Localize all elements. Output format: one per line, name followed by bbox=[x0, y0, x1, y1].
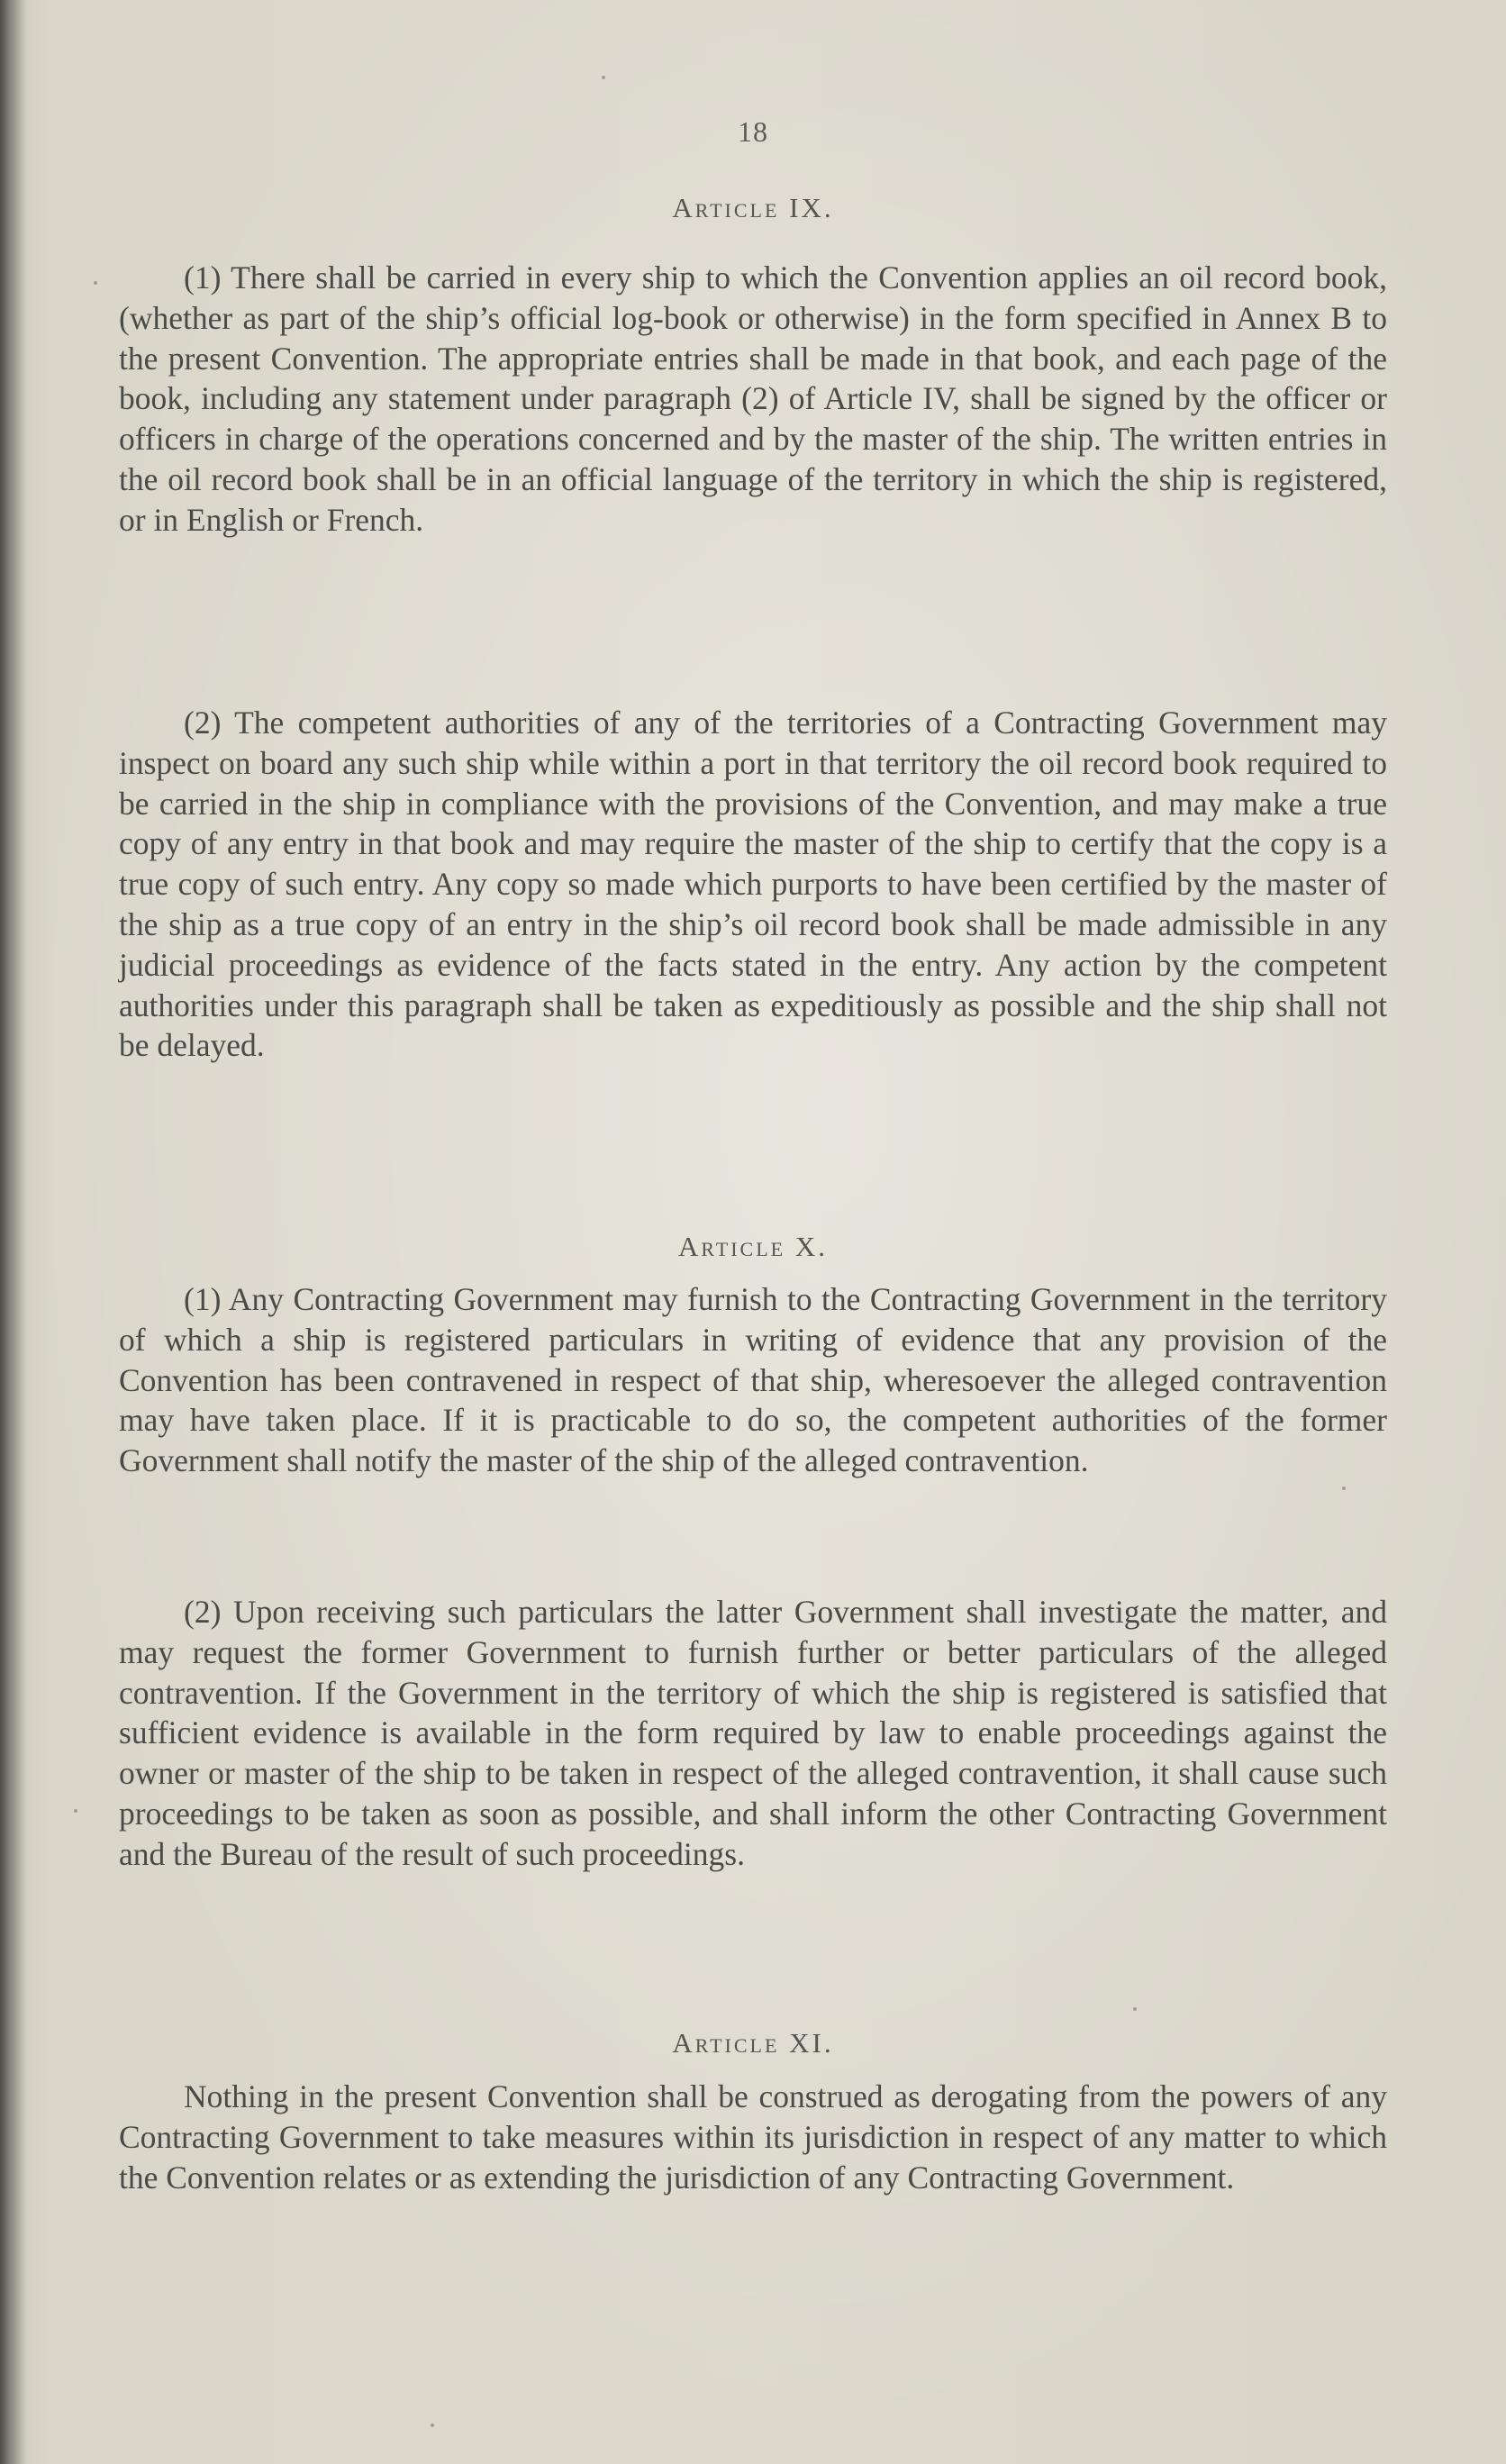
page-number: 18 bbox=[738, 115, 768, 148]
article-ix-heading: Article IX. bbox=[672, 192, 834, 223]
scan-speck bbox=[431, 2423, 434, 2427]
article-ix-paragraph-2: (2) The competent authorities of any of the territories of a Contracting Government may inspect on board any such ship while within a port in that territory the oil record book required to be carried in the ship in compliance with the provisions of the Convention, and may make a true copy of any entry in that book and may require the master of the ship to certify that the copy is a true copy of such entry. Any copy so made which purports to have been certified by the master of the ship as a true copy of an entry in the ship’s oil record book shall be made admissible in any judicial proceedings as evidence of the facts stated in the entry. Any action by the competent authorities under this paragraph shall be taken as expeditiously as possible and the ship shall not be delayed. bbox=[119, 705, 1387, 1064]
scan-speck bbox=[1342, 1487, 1346, 1490]
article-ix-paragraph-1: (1) There shall be carried in every ship to which the Convention applies an oil record book, (whether as part of the ship’s official log-book or otherwise) in the form specified in Annex B to the present Convention. The appropriate entries shall be made in that book, and each page of the book, including any statement under paragraph (2) of Article IV, shall be signed by the officer or officers in charge of the operations concerned and by the master of the ship. The written entries in the oil record book shall be in an official language of the territory in which the ship is registered, or in English or French. bbox=[119, 259, 1387, 538]
scan-speck bbox=[1133, 2007, 1137, 2011]
scan-speck bbox=[602, 76, 605, 79]
article-x-paragraph-2: (2) Upon receiving such particulars the latter Government shall investigate the matter, and may request the former Government to furnish further or better particulars of the alleged contravention. If the Government in the territory of which the ship is registered is satisfied that sufficient evidence is available in the form required by law to enable proceedings against the owner or master of the ship to be taken in respect of the alleged contravention, it shall cause such proceedings to be taken as soon as possible, and shall inform the other Contracting Government and the Bureau of the result of such proceedings. bbox=[119, 1594, 1387, 1872]
article-x-heading: Article X. bbox=[678, 1231, 828, 1262]
scan-speck bbox=[94, 281, 97, 285]
article-xi-paragraph-1: Nothing in the present Convention shall be construed as derogating from the powers of any Contracting Government to take measures within its jurisdiction in respect of any matter to which the Convention relates or as extending the jurisdiction of any Contracting Government. bbox=[119, 2078, 1387, 2196]
article-xi-heading: Article XI. bbox=[672, 2027, 834, 2059]
scan-speck bbox=[74, 1809, 77, 1813]
article-x-paragraph-1: (1) Any Contracting Government may furnish to the Contracting Government in the territory of which a ship is registered particulars in writing of evidence that any provision of the Convention has been contravened in respect of that ship, wheresoever the alleged contravention may have taken place. If it is practicable to do so, the competent authorities of the former Government shall notify the master of the ship of the alleged contravention. bbox=[119, 1281, 1387, 1479]
